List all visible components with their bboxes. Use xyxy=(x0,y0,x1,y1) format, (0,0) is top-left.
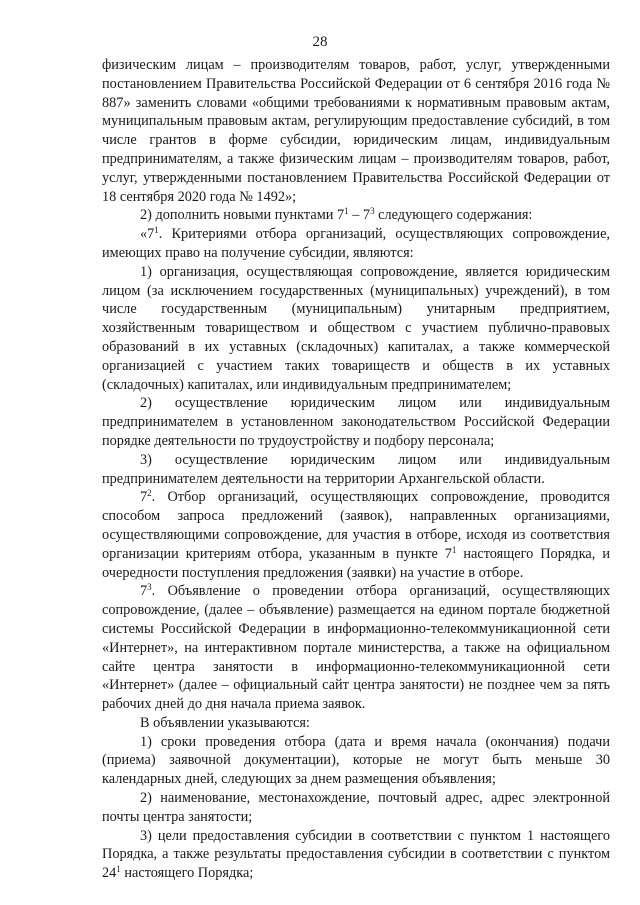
paragraph-clause-7-2 xyxy=(102,488,610,582)
superscript: 1 xyxy=(116,864,121,875)
text-run: 7 xyxy=(140,489,148,506)
paragraph-criterion-3: 3) осуществление юридическим лицом или индивидуальным предпринимателем деятельности на территории Архангельской области. xyxy=(102,451,610,487)
text-run: 7 xyxy=(140,583,148,600)
text-run: . Критериями отбора организаций, осуществляющих сопровождение, имеющих право на получение субсидии, являются: xyxy=(102,226,610,261)
text-run: настоящего Порядка; xyxy=(120,865,254,882)
text-run: – 7 xyxy=(348,207,371,224)
page-number: 28 xyxy=(312,34,328,50)
paragraph-announcement-item-3 xyxy=(102,827,610,883)
text-run: . Объявление о проведении отбора организаций, осуществляющих сопровождение, (далее – объявление) размещается на едином портале бюджетной системы Российской Федерации в информационно-телекоммуникационной сети «Интернет», на интерактивном портале министерства, а также на официальном сайте центра занятости в информационно-телекоммуникационной сети «Интернет» (далее – официальный сайт центра занятости) не позднее чем за пять рабочих дней до дня начала приема заявок. xyxy=(102,583,610,713)
paragraph-criterion-1: 1) организация, осуществляющая сопровождение, является юридическим лицом (за исключением государственных (муниципальных) учреждений), в том числе государственным (муниципальным) унитарным предприятием, хозяйственным товариществом и обществом с участием публично-правовых образований в их уставных (складочных) капиталах, а также коммерческой организацией с участием таких товариществ и обществ в их уставных (складочных) капиталах, или индивидуальным предпринимателем; xyxy=(102,263,610,393)
document-body xyxy=(102,56,610,883)
text-run: . Отбор организаций, осуществляющих сопровождение, проводится способом запроса предложений (заявок), направленных организациями, осуществляющими сопровождение, для участия в отборе, исходя из соответствия организации критериям отбора, указанным в пункте 7 xyxy=(102,489,610,562)
text-run: «7 xyxy=(140,226,155,243)
paragraph-criterion-2: 2) осуществление юридическим лицом или индивидуальным предпринимателем в установленном законодательством Российской Федерации порядке деятельности по трудоустройству и подбору персонала; xyxy=(102,395,610,449)
paragraph-clause-7-1 xyxy=(102,225,610,263)
paragraph-amendment-2 xyxy=(102,206,610,225)
paragraph-announcement-item-1: 1) сроки проведения отбора (дата и время начала (окончания) подачи (приема) заявочной документации), которые не могут быть меньше 30 календарных дней, следующих за днем размещения объявления; xyxy=(102,733,610,788)
paragraph-continuation: физическим лицам – производителям товаров, работ, услуг, утвержденными постановлением Правительства Российской Федерации от 6 сентября 2016 года № 887» заменить словами «общими требованиями к нормативным правовым актам, муниципальным правовым актам, регулирующим предоставление субсидий, в том числе грантов в форме субсидии, юридическим лицам, индивидуальным предпринимателям, а также физическим лицам – производителям товаров, работ, услуг, утвержденными постановлением Правительства Российской Федерации от 18 сентября 2020 года № 1492»; xyxy=(102,57,610,205)
superscript: 3 xyxy=(370,206,375,217)
superscript: 2 xyxy=(147,488,152,499)
superscript: 1 xyxy=(451,544,457,555)
text-run: следующего содержания: xyxy=(374,207,533,224)
superscript: 1 xyxy=(344,206,349,217)
paragraph-clause-7-3 xyxy=(102,582,610,714)
text-run: 3) цели предоставления субсидии в соответствии с пунктом 1 настоящего Порядка, а также результаты предоставления субсидии в соответствии с пунктом 24 xyxy=(102,827,610,882)
text-run: 2) дополнить новыми пунктами 7 xyxy=(140,207,345,224)
paragraph-announcement-item-2: 2) наименование, местонахождение, почтовый адрес, адрес электронной почты центра занятости; xyxy=(102,790,610,825)
text-run: настоящего Порядка, и очередности поступления предложения (заявки) на участие в отборе. xyxy=(102,545,610,581)
paragraph-announcement-intro: В объявлении указываются: xyxy=(140,714,310,731)
superscript: 3 xyxy=(147,582,152,593)
superscript: 1 xyxy=(154,225,159,236)
